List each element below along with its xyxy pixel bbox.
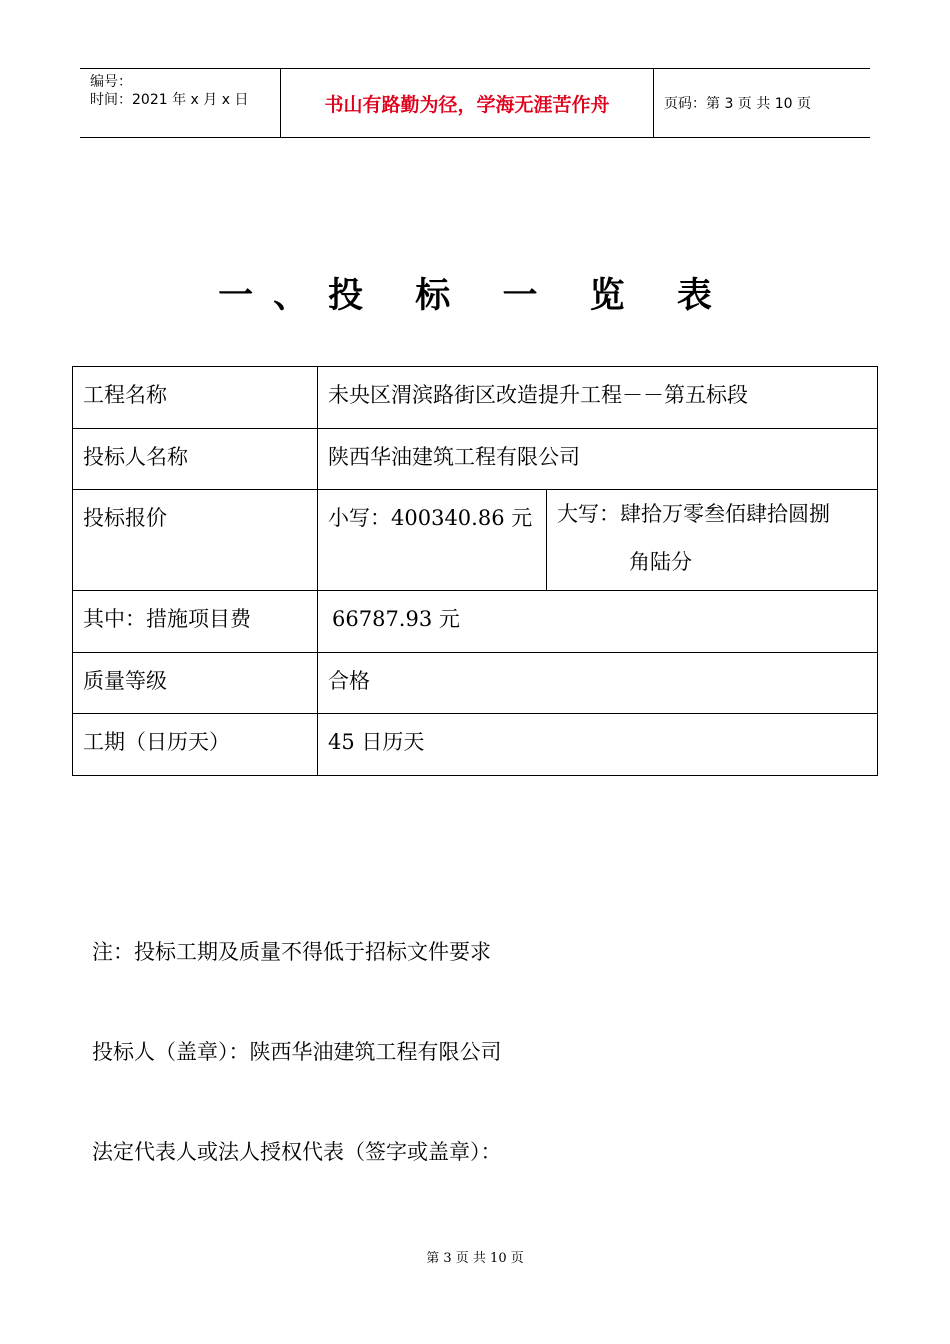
price-big-line1: 大写：肆拾万零叁佰肆拾圆捌	[557, 502, 830, 526]
page-title: 一、投 标 一 览 表	[218, 276, 732, 316]
bidder-label: 投标人名称	[73, 429, 318, 490]
project-name-label: 工程名称	[73, 367, 318, 429]
price-small: 小写：400340.86 元	[318, 490, 547, 591]
table-row	[73, 591, 878, 653]
project-name-value: 未央区渭滨路街区改造提升工程－－第五标段	[318, 367, 878, 429]
table-row	[73, 367, 878, 429]
table-row	[73, 714, 878, 776]
quality-value: 合格	[318, 653, 878, 714]
page-footer: 第 3 页 共 10 页	[426, 1251, 524, 1266]
header-page-info: 页码：第 3 页 共 10 页	[664, 96, 811, 112]
period-label: 工期（日历天）	[73, 714, 318, 776]
bid-summary-table	[72, 366, 878, 776]
period-value: 45 日历天	[318, 714, 878, 776]
bidder-seal-line: 投标人（盖章）：陕西华油建筑工程有限公司	[92, 1040, 502, 1064]
header-motto: 书山有路勤为径，学海无涯苦作舟	[281, 69, 654, 137]
price-big-cell	[547, 490, 878, 591]
time-label: 时间：2021 年 x 月 x 日	[90, 92, 249, 108]
measures-label: 其中：措施项目费	[73, 591, 318, 653]
price-big-line2: 角陆分	[629, 550, 692, 574]
page-header	[80, 68, 870, 138]
table-row	[73, 429, 878, 490]
bidder-value: 陕西华油建筑工程有限公司	[318, 429, 878, 490]
note-text: 注：投标工期及质量不得低于招标文件要求	[92, 940, 491, 964]
number-label: 编号：	[90, 74, 132, 90]
header-meta	[80, 69, 281, 137]
table-row	[73, 490, 878, 591]
measures-value: 66787.93 元	[318, 591, 878, 653]
price-label: 投标报价	[73, 490, 318, 591]
representative-line: 法定代表人或法人授权代表（签字或盖章）：	[92, 1140, 502, 1164]
quality-label: 质量等级	[73, 653, 318, 714]
table-row	[73, 653, 878, 714]
